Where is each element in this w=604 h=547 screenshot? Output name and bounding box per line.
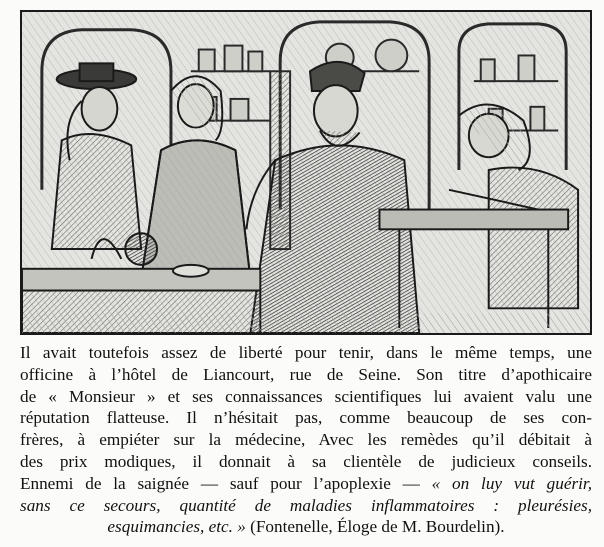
caption-line: réputation flatteuse. Il n’hésitait pas, comme beaucoup de ses con- xyxy=(20,408,592,428)
caption-line xyxy=(20,516,592,538)
citation-text: (Fontenelle, Éloge de M. Bourdelin). xyxy=(245,517,505,537)
quotation-text: « on luy vut guérir, xyxy=(431,473,592,493)
quotation-text: esquimancies, etc. » xyxy=(107,517,246,537)
caption-line: officine à l’hôtel de Liancourt, rue de Seine. Son titre d’apothicaire xyxy=(20,364,592,384)
caption-text: Ennemi de la saignée — sauf pour l’apoplexie — xyxy=(20,473,432,493)
caption-line: frères, à empiéter sur la médecine, Avec les remèdes qu’il débitait à xyxy=(20,430,592,450)
apothecary-engraving xyxy=(20,10,592,335)
caption-line xyxy=(20,473,592,495)
caption-line: des prix modiques, il donnait à sa clientèle de judicieux conseils. xyxy=(20,451,592,471)
caption-line: Il avait toutefois assez de liberté pour tenir, dans le même temps, une xyxy=(20,343,592,362)
quotation-text: sans ce secours, quantité de maladies inflammatoires : pleurésies, xyxy=(20,495,592,515)
caption-line: de « Monsieur » et ses connaissances scientifiques lui avaient valu une xyxy=(20,386,592,406)
caption-paragraph xyxy=(20,342,592,538)
caption-line xyxy=(20,495,592,517)
engraving-picture xyxy=(22,12,590,333)
